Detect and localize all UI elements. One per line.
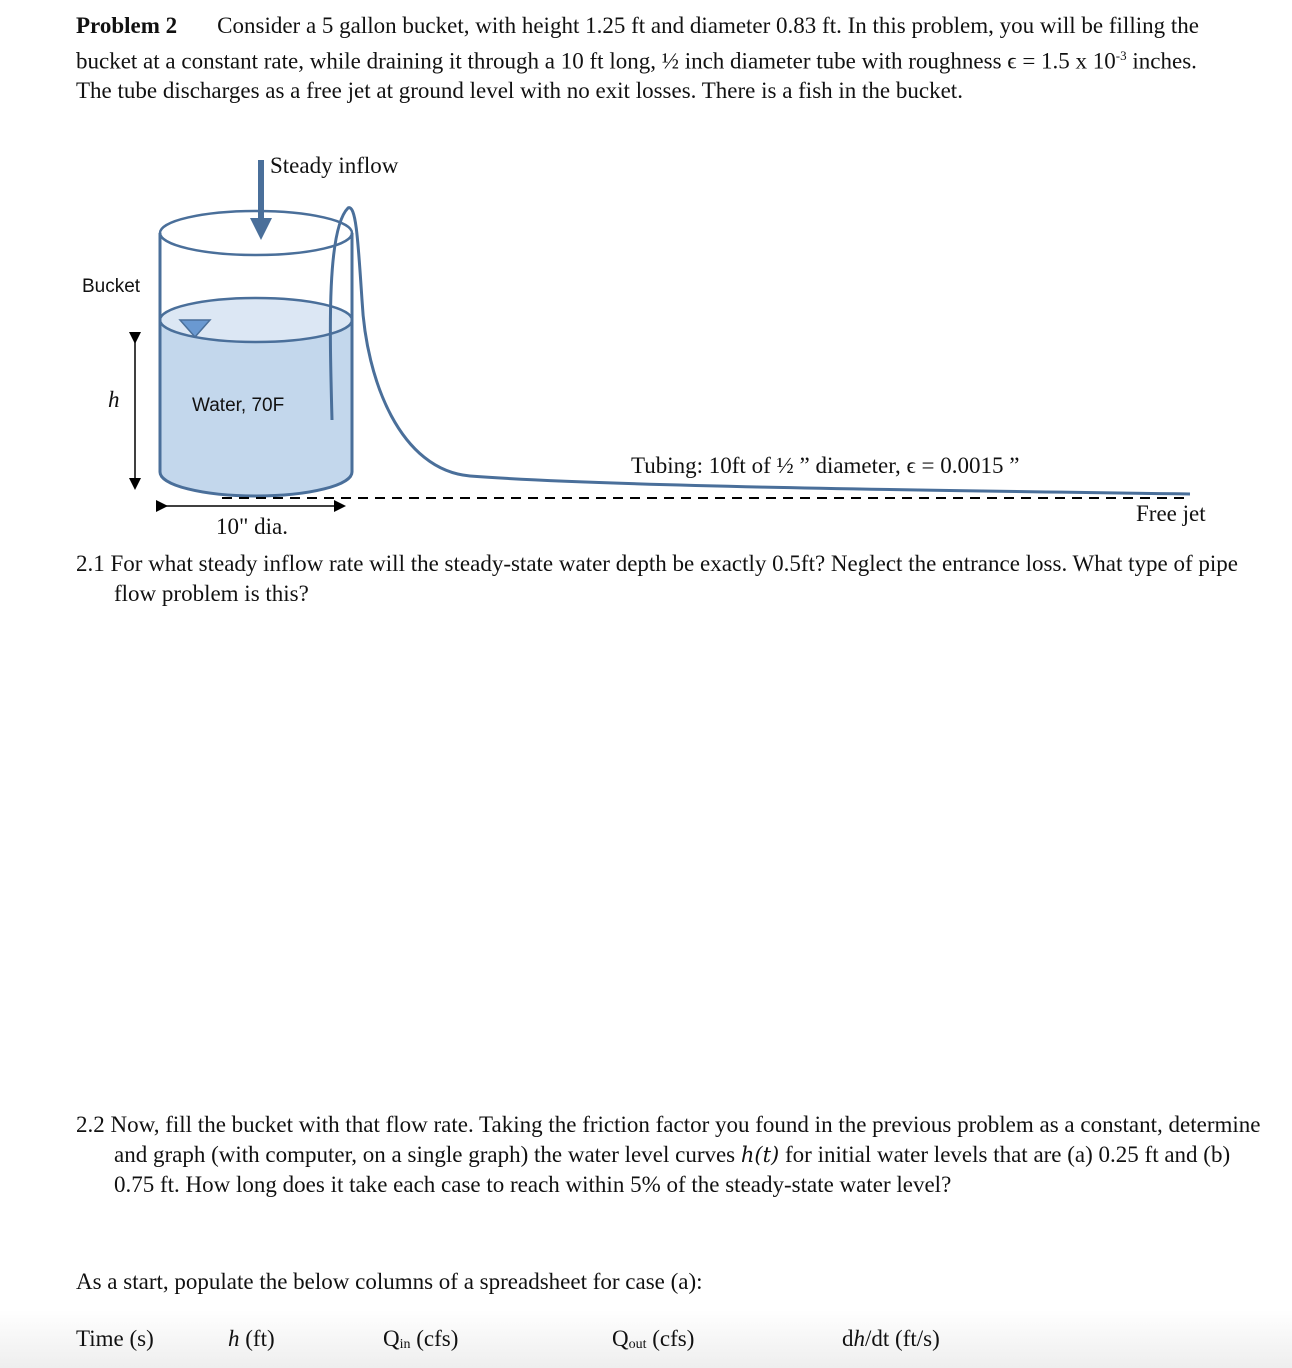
bucket-label: Bucket [82,276,141,297]
unit: /dt (ft/s) [865,1326,940,1351]
question-text: For what steady inflow rate will the steady-state water depth be exactly 0.5ft? Neglect the entrance loss. What type of pipe flow problem is this? [110,551,1238,606]
tube [330,208,1190,494]
q: Q [383,1326,400,1351]
column-h [228,1326,275,1352]
inflow-arrow-head-icon [250,218,272,240]
sub: in [399,1337,411,1352]
free-jet-label: Free jet [1136,501,1206,526]
column-dhdt [842,1326,940,1352]
diameter-label: 10" dia. [216,514,288,539]
question-text: Now, fill the bucket with that flow rate. Taking the friction factor you found in the previous problem as a constant, determine and graph (with computer, on a single graph) the water level curves [110,1112,1261,1167]
column-qout [612,1326,694,1353]
intro-text-2: inches. The tube discharges as a free jet at ground level with no exit losses. There is a fish in the bucket. [76,48,1197,103]
unit: (cfs) [410,1326,459,1351]
start-instruction: As a start, populate the below columns of a spreadsheet for case (a): [76,1269,703,1294]
question-2-2 [76,1110,1274,1200]
question-number: 2.1 [76,551,105,576]
inflow-arrow-shaft [258,160,264,222]
h-var: h [228,1326,240,1351]
h-unit: (ft) [239,1326,275,1351]
bucket-rim [160,211,352,255]
intro-text: Consider a 5 gallon bucket, with height 1.25 ft and diameter 0.83 ft. In this problem, you will be filling the bucket at a constant rate, while draining it through a 10 ft long, ½ inch diameter tube with roughness ϵ = 1.5 x 10 [76,13,1199,74]
sub: out [628,1337,647,1352]
unit: (cfs) [646,1326,695,1351]
water-label: Water, 70F [192,395,285,416]
d: d [842,1326,854,1351]
h-label: h [108,387,120,412]
column-qin [383,1326,458,1353]
tubing-label: Tubing: 10ft of ½ ” diameter, ϵ = 0.0015 ” [631,453,1020,478]
column-time: Time (s) [76,1326,154,1351]
question-text-2: for initial water levels that are (a) 0.25 ft and (b) 0.75 ft. How long does it take each case to reach within 5% of the steady-state water level? [114,1141,1231,1197]
steady-inflow-label: Steady inflow [270,153,399,178]
h-var: h [853,1326,865,1351]
question-2-1 [76,549,1274,608]
problem-label: Problem 2 [76,13,178,38]
q: Q [612,1326,629,1351]
math-h-of-t: h(t) [740,1142,780,1167]
exponent: -3 [1115,47,1127,63]
question-number: 2.2 [76,1112,105,1137]
